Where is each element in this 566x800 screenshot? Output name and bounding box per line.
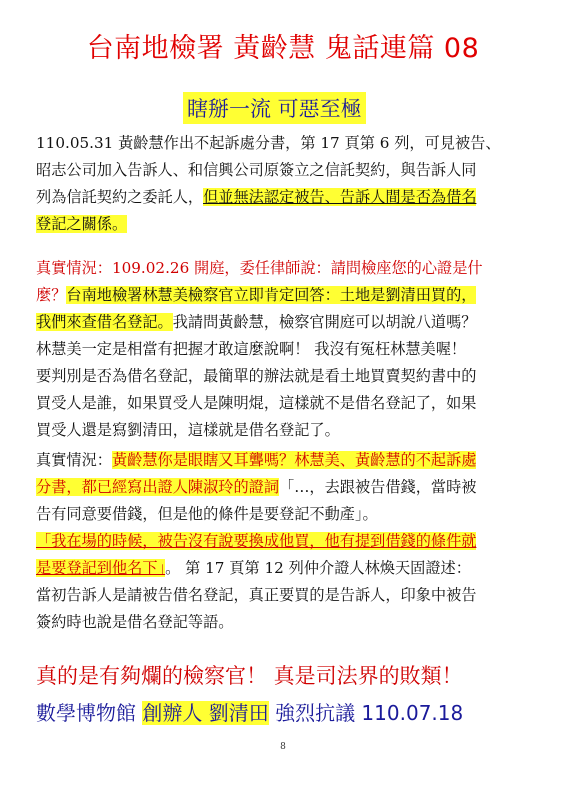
page-number: 8 bbox=[280, 742, 286, 752]
highlighted-text: 創辦人 劉清田 bbox=[142, 701, 269, 725]
para2-line bbox=[36, 282, 476, 309]
subtitle: 瞎掰一流 可惡至極 bbox=[183, 92, 366, 124]
para3-line: 簽約時也說是借名登記等語。 bbox=[36, 613, 234, 631]
para1-line bbox=[36, 211, 127, 238]
text-span: 列為信託契約之委託人， bbox=[36, 188, 204, 206]
para3-line: 當初告訴人是請被告借名登記，真正要買的是告訴人，印象中被告 bbox=[36, 586, 477, 604]
text-span: 「…，去跟被告借錢，當時被 bbox=[279, 478, 477, 496]
highlighted-text: 黃齡慧你是眼瞎又耳聾嗎？林慧美、黃齡慧的不起訴處 bbox=[111, 451, 477, 469]
text-span: 真實情況： bbox=[36, 451, 112, 469]
highlighted-text: 台南地檢署林慧美檢察官立即肯定回答：土地是劉清田買的， bbox=[66, 286, 477, 304]
para2-line: 買受人是誰，如果買受人是陳明焜，這樣就不是借名登記了，如果 bbox=[36, 394, 477, 412]
text-span: 。 第 17 頁第 12 列仲介證人林煥天固證述： bbox=[165, 559, 471, 577]
signature-line bbox=[36, 697, 463, 726]
highlighted-text: 登記之關係。 bbox=[36, 215, 128, 233]
text-span: 我請問黃齡慧，檢察官開庭可以胡說八道嗎？ bbox=[172, 313, 477, 331]
highlighted-text: 是要登記到他名下」 bbox=[36, 559, 166, 577]
para1-line: 昭志公司加入告訴人、和信興公司原簽立之信託契約，與告訴人同 bbox=[36, 161, 477, 179]
para2-line: 要判別是否為借名登記，最簡單的辦法就是看土地買賣契約書中的 bbox=[36, 367, 477, 385]
para3-line bbox=[36, 528, 476, 555]
para2-line: 林慧美一定是相當有把握才敢這麼說啊！ 我沒有冤枉林慧美喔！ bbox=[36, 340, 467, 358]
text-span: 數學博物館 bbox=[36, 701, 143, 725]
para3-line bbox=[36, 474, 476, 501]
text-span: 強烈抗議 110.07.18 bbox=[268, 701, 464, 725]
para3-line bbox=[36, 555, 471, 582]
highlighted-text: 但並無法認定被告、告訴人間是否為借名 bbox=[203, 188, 477, 206]
para2-line: 真實情況：109.02.26 開庭，委任律師說：請問檢座您的心證是什 bbox=[36, 259, 483, 277]
para1-line bbox=[36, 184, 476, 211]
para3-line: 告有同意要借錢，但是他的條件是要登記不動產」。 bbox=[36, 505, 378, 523]
highlighted-text: 「我在場的時候，被告沒有說要換成他買，他有提到借錢的條件就 bbox=[36, 532, 477, 550]
para3-line bbox=[36, 447, 476, 474]
protest-line: 真的是有夠爛的檢察官！ 真是司法界的敗類！ bbox=[36, 664, 463, 688]
para1-line: 110.05.31 黃齡慧作出不起訴處分書，第 17 頁第 6 列，可見被告、 bbox=[36, 134, 501, 152]
highlighted-text: 我們來查借名登記。 bbox=[36, 313, 173, 331]
highlighted-text: 分書，都已經寫出證人陳淑玲的證詞 bbox=[36, 478, 279, 496]
para2-line: 買受人還是寫劉清田，這樣就是借名登記了。 bbox=[36, 421, 340, 439]
text-span: 麼？ bbox=[36, 286, 67, 304]
page-title: 台南地檢署 黃齡慧 鬼話連篇 08 bbox=[86, 33, 480, 64]
para2-line bbox=[36, 309, 476, 336]
